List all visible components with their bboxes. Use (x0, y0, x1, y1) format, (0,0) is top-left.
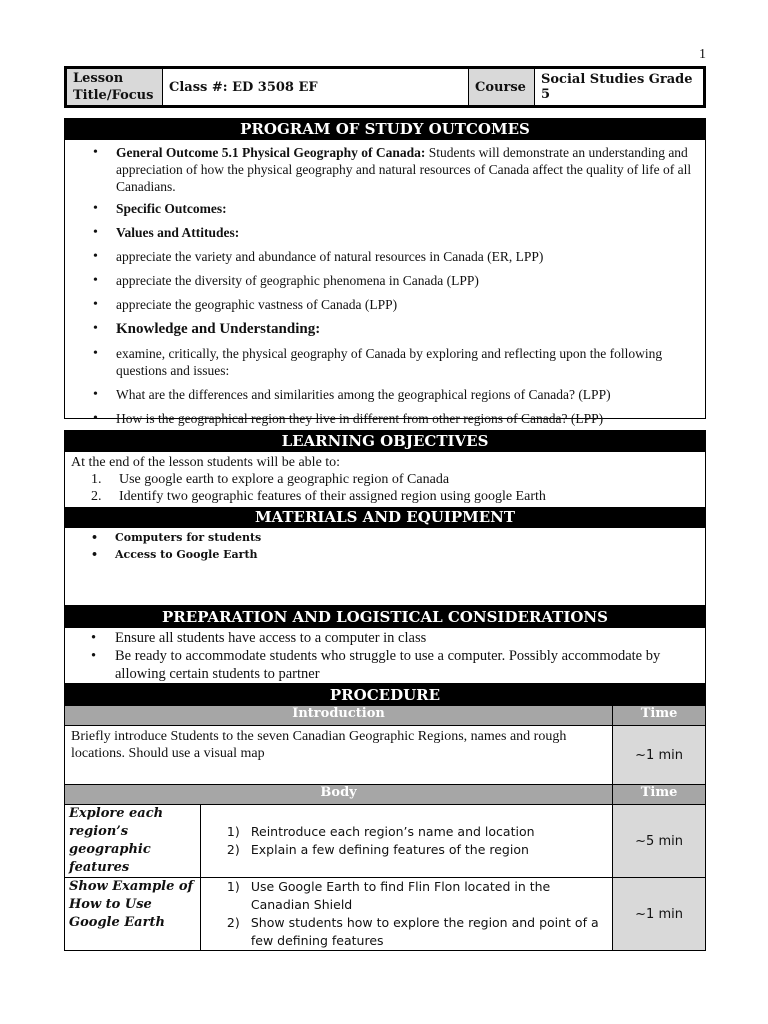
introduction-time: ~1 min (613, 726, 706, 785)
introduction-header: Introduction (65, 706, 613, 726)
class-number: Class #: ED 3508 EF (163, 69, 469, 105)
objectives-intro: At the end of the lesson students will be able to: (71, 455, 341, 470)
table-row (65, 706, 706, 726)
list-item: • appreciate the diversity of geographic phenomena in Canada (LPP) (93, 272, 697, 289)
stage-steps (200, 878, 612, 951)
time-header: Time (613, 785, 706, 805)
list-item: • Be ready to accommodate students who struggle to use a computer. Possibly accommodate by allowing certain students to partner (91, 647, 697, 683)
knowledge-item: • Knowledge and Understanding: (93, 320, 697, 338)
values-attitudes-item: • Values and Attitudes: (93, 224, 697, 241)
stage-time: ~5 min (613, 805, 706, 878)
list-item: 1. Use google earth to explore a geographic region of Canada (91, 472, 450, 487)
materials-list (65, 528, 705, 563)
list-item: 2. Identify two geographic features of their assigned region using google Earth (91, 489, 546, 504)
list-item: • Ensure all students have access to a computer in class (91, 629, 697, 647)
learning-objectives-heading: LEARNING OBJECTIVES (64, 430, 706, 452)
list-item: • Computers for students (91, 529, 705, 546)
table-row (65, 805, 706, 878)
list-item: 2) Show students how to explore the region and point of a few defining features (226, 915, 599, 948)
list-item: • What are the differences and similarities among the geographical regions of Canada? (LPP) (93, 386, 697, 403)
lesson-header-table (64, 66, 706, 108)
introduction-text: Briefly introduce Students to the seven Canadian Geographic Regions, names and rough locations. Should use a visual map (65, 726, 613, 785)
general-outcome-title: General Outcome 5.1 Physical Geography of Canada: (116, 145, 426, 160)
preparation-box (64, 628, 706, 684)
table-row (65, 785, 706, 805)
general-outcome-text: Students will demonstrate an understanding and appreciation of how the physical geography and natural resources of Canada affect the quality of life of all Canadians. (116, 145, 692, 194)
stage-steps (200, 805, 612, 878)
body-header: Body (65, 785, 613, 805)
list-item: • How is the geographical region they live in different from other regions of Canada? (LPP) (93, 410, 697, 427)
procedure-table (64, 705, 706, 951)
specific-outcomes-item: • Specific Outcomes: (93, 200, 697, 217)
program-outcomes-list (65, 140, 705, 427)
table-row (65, 878, 706, 951)
time-header: Time (613, 706, 706, 726)
materials-heading: MATERIALS AND EQUIPMENT (64, 507, 706, 528)
list-item: • Access to Google Earth (91, 546, 705, 563)
list-item: • examine, critically, the physical geography of Canada by exploring and reflecting upon the following questions and issues: (93, 345, 697, 379)
learning-objectives-box (64, 452, 706, 508)
table-row (65, 726, 706, 785)
lesson-title-label: Lesson Title/Focus (67, 69, 163, 105)
program-outcomes-box (64, 140, 706, 426)
procedure-heading: PROCEDURE (64, 684, 706, 706)
list-item: • appreciate the variety and abundance of natural resources in Canada (ER, LPP) (93, 248, 697, 265)
course-label: Course (469, 69, 535, 105)
list-item: • appreciate the geographic vastness of Canada (LPP) (93, 296, 697, 313)
general-outcome-item (93, 144, 697, 195)
list-item: 1) Reintroduce each region’s name and location (226, 824, 535, 839)
course-value: Social Studies Grade 5 (541, 72, 693, 102)
list-item: 1) Use Google Earth to find Flin Flon located in the Canadian Shield (226, 879, 551, 912)
program-outcomes-heading: PROGRAM OF STUDY OUTCOMES (64, 118, 706, 140)
preparation-heading: PREPARATION AND LOGISTICAL CONSIDERATIONS (64, 606, 706, 628)
list-item: 2) Explain a few defining features of the region (226, 842, 529, 857)
stage-label: Show Example of How to Use Google Earth (65, 878, 201, 951)
materials-box (64, 528, 706, 606)
objectives-list (71, 471, 699, 505)
preparation-list (65, 628, 705, 683)
stage-label: Explore each region’s geographic features (65, 805, 201, 878)
page-number: 1 (699, 47, 706, 62)
stage-time: ~1 min (613, 878, 706, 951)
